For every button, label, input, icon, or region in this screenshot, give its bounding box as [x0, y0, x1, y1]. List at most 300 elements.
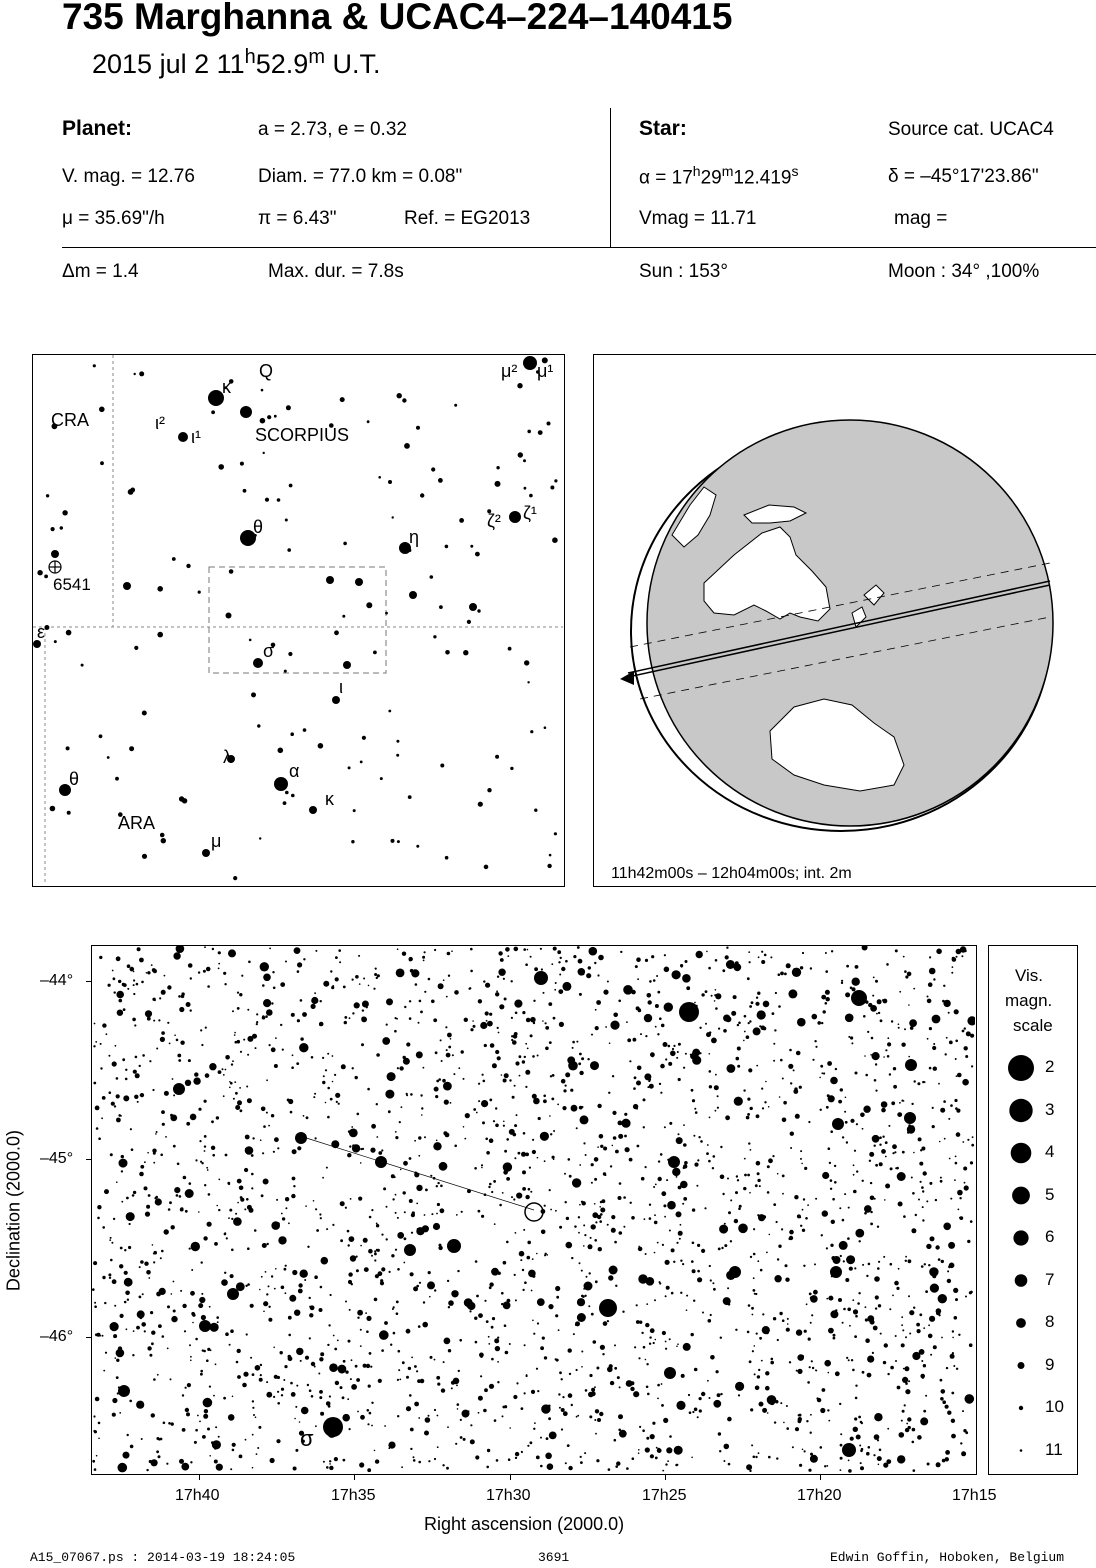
field-star — [654, 1252, 656, 1254]
field-star — [440, 1039, 442, 1041]
field-star — [395, 1136, 398, 1139]
field-star — [744, 1158, 746, 1160]
field-star — [205, 1073, 210, 1078]
field-star — [293, 1467, 297, 1471]
field-star — [783, 1422, 785, 1424]
field-star — [737, 1024, 739, 1026]
field-star — [501, 1292, 504, 1295]
field-star — [485, 983, 490, 988]
planet-vmag: V. mag. = 12.76 — [62, 166, 195, 187]
field-star — [796, 1329, 802, 1335]
field-star — [198, 971, 200, 973]
field-star — [155, 1133, 157, 1135]
field-star — [185, 1387, 187, 1389]
field-star — [901, 1316, 903, 1318]
field-star — [437, 1383, 440, 1386]
greek-label: μ² — [501, 361, 518, 381]
field-star — [812, 1014, 818, 1020]
field-star — [932, 1046, 936, 1050]
field-star — [93, 1082, 96, 1085]
field-star — [368, 1249, 373, 1254]
field-star — [777, 1339, 779, 1341]
field-star — [102, 1096, 106, 1100]
field-star — [259, 1378, 263, 1382]
field-star — [319, 1396, 322, 1399]
field-star — [250, 1357, 252, 1359]
field-star — [699, 1409, 702, 1412]
field-star — [594, 962, 596, 964]
field-star — [800, 1225, 802, 1227]
field-star — [891, 1020, 893, 1022]
field-star — [497, 1361, 499, 1363]
field-star — [947, 1411, 951, 1415]
field-star — [612, 1111, 616, 1115]
field-star — [157, 1374, 159, 1376]
field-star — [566, 1217, 569, 1220]
field-star — [514, 1124, 517, 1127]
field-star — [901, 1343, 905, 1347]
field-star — [252, 1434, 254, 1436]
field-star — [728, 1303, 731, 1306]
field-star — [443, 1131, 447, 1135]
field-star — [393, 1306, 395, 1308]
field-star — [102, 1023, 106, 1027]
field-star — [453, 1073, 455, 1075]
field-star — [200, 1370, 203, 1373]
field-star — [957, 1190, 963, 1196]
field-star — [589, 947, 598, 956]
field-star — [255, 1365, 261, 1371]
field-star — [870, 1005, 877, 1012]
field-star — [697, 1416, 699, 1418]
field-star — [735, 1329, 737, 1331]
field-star — [662, 1331, 666, 1335]
field-star — [850, 1036, 853, 1039]
field-star — [503, 978, 505, 980]
field-star — [743, 1187, 746, 1190]
field-star — [623, 1196, 626, 1199]
field-star — [503, 1121, 505, 1123]
field-star — [431, 1000, 435, 1004]
scale-dot — [1016, 1318, 1026, 1328]
field-star — [439, 1162, 448, 1171]
field-star — [911, 1103, 913, 1105]
field-star — [152, 1089, 154, 1091]
field-star — [830, 1130, 833, 1133]
field-star — [715, 1074, 717, 1076]
field-star — [444, 1100, 449, 1105]
field-star — [318, 1373, 320, 1375]
field-star — [314, 1275, 318, 1279]
field-star — [436, 1213, 438, 1215]
field-star — [428, 1460, 430, 1462]
field-star — [555, 1286, 560, 1291]
field-star — [502, 1415, 504, 1417]
finder-star — [554, 832, 557, 835]
field-star — [815, 1198, 817, 1200]
field-star — [860, 1466, 864, 1470]
field-star — [653, 979, 656, 982]
field-star — [234, 1032, 236, 1034]
field-star — [546, 1437, 549, 1440]
field-star — [473, 1025, 476, 1028]
field-star — [693, 1300, 695, 1302]
field-star — [206, 1167, 208, 1169]
field-star — [486, 1320, 489, 1323]
finder-star — [378, 476, 381, 479]
field-star — [301, 1407, 309, 1415]
field-star — [971, 1144, 974, 1147]
field-star — [907, 1417, 911, 1421]
field-star — [526, 1374, 528, 1376]
field-star — [360, 1162, 362, 1164]
field-star — [923, 1171, 927, 1175]
field-star — [961, 955, 963, 957]
field-star — [514, 1157, 516, 1159]
field-star — [865, 1306, 867, 1308]
field-star — [608, 1367, 610, 1369]
field-star — [908, 1259, 912, 1263]
field-star — [708, 1160, 711, 1163]
field-star — [145, 1212, 150, 1217]
field-star — [481, 1167, 483, 1169]
finder-star — [508, 647, 512, 651]
ra-tick: 17h30 — [486, 1487, 531, 1504]
field-star — [292, 1177, 296, 1181]
finder-star — [544, 726, 547, 729]
field-star — [306, 1116, 309, 1119]
field-star — [904, 970, 907, 973]
field-star — [607, 1224, 609, 1226]
field-star — [459, 1339, 462, 1342]
field-star — [952, 1337, 954, 1339]
field-star — [185, 1080, 191, 1086]
field-star — [657, 991, 660, 994]
field-star — [653, 1342, 655, 1344]
field-star — [926, 1200, 928, 1202]
field-star — [802, 952, 804, 954]
field-star — [835, 1309, 837, 1311]
field-star — [142, 1054, 145, 1057]
field-star — [542, 1020, 544, 1022]
finder-star — [438, 478, 443, 483]
scale-label: 8 — [1045, 1312, 1055, 1331]
field-star — [470, 970, 473, 973]
field-star — [748, 1304, 751, 1307]
field-star — [494, 1419, 497, 1422]
field-star — [168, 1208, 171, 1211]
field-star — [524, 1344, 526, 1346]
field-star — [144, 1330, 146, 1332]
field-star — [327, 1344, 329, 1346]
field-star — [597, 1146, 599, 1148]
field-star — [814, 1040, 816, 1042]
field-star — [544, 1205, 546, 1207]
field-star — [401, 1106, 403, 1108]
field-star — [209, 1386, 211, 1388]
field-star — [875, 1295, 879, 1299]
field-star — [599, 1134, 604, 1139]
field-star — [320, 1352, 324, 1356]
field-star — [833, 1334, 836, 1337]
field-star — [357, 1411, 359, 1413]
finder-star — [470, 545, 473, 548]
finder-star — [51, 527, 55, 531]
field-star — [530, 1017, 536, 1023]
field-star — [568, 1158, 571, 1161]
field-star — [668, 1156, 680, 1168]
field-star — [347, 1398, 349, 1400]
field-star — [182, 1394, 184, 1396]
field-star — [964, 1027, 966, 1029]
field-star — [578, 968, 586, 976]
field-star — [614, 1241, 617, 1244]
field-star — [410, 1428, 414, 1432]
field-star — [481, 1164, 483, 1166]
field-star — [527, 1048, 529, 1050]
field-star — [233, 1098, 235, 1100]
field-star — [899, 1102, 901, 1104]
field-star — [153, 1378, 156, 1381]
field-star — [842, 1443, 856, 1457]
field-star — [102, 1335, 104, 1337]
field-star — [797, 1018, 806, 1027]
field-star — [385, 1332, 388, 1335]
field-star — [423, 1067, 425, 1069]
field-star — [190, 1114, 197, 1121]
field-star — [591, 1163, 594, 1166]
field-star — [270, 1458, 275, 1463]
field-star — [782, 1193, 784, 1195]
field-star — [502, 1192, 504, 1194]
field-star — [597, 1418, 601, 1422]
field-star — [647, 993, 652, 998]
field-star — [223, 1074, 225, 1076]
field-star — [94, 1430, 97, 1433]
field-star — [495, 1346, 500, 1351]
field-star — [394, 1030, 397, 1033]
field-star — [810, 1455, 818, 1463]
field-star — [563, 1411, 568, 1416]
field-star — [820, 1446, 823, 1449]
field-star — [577, 1313, 586, 1322]
field-star — [666, 1447, 672, 1453]
star-source: Source cat. UCAC4 — [888, 119, 1054, 140]
field-star — [696, 1005, 698, 1007]
field-star — [451, 1290, 458, 1297]
footer-number: 3691 — [538, 1550, 570, 1565]
field-star — [118, 1463, 128, 1473]
greek-label: θ — [69, 769, 80, 789]
field-star — [507, 955, 509, 957]
field-star — [136, 983, 139, 986]
field-star — [227, 1182, 230, 1185]
field-star — [924, 1263, 926, 1265]
field-star — [812, 1059, 814, 1061]
field-star — [681, 1374, 685, 1378]
finder-star — [284, 670, 287, 673]
field-star — [789, 1361, 791, 1363]
field-star — [753, 1228, 755, 1230]
field-star — [664, 1003, 673, 1012]
field-star — [881, 1101, 888, 1108]
field-star — [320, 1217, 322, 1219]
field-star — [338, 1103, 340, 1105]
field-star — [244, 1168, 248, 1172]
field-star — [266, 1079, 268, 1081]
field-star — [135, 1073, 140, 1078]
field-star — [498, 969, 505, 976]
field-star — [96, 1455, 98, 1457]
field-star — [771, 1358, 774, 1361]
field-star — [694, 1163, 698, 1167]
field-star — [249, 1208, 254, 1213]
field-star — [883, 999, 888, 1004]
field-star — [489, 1099, 492, 1102]
field-star — [782, 1175, 785, 1178]
info-divider-horizontal — [62, 247, 1096, 248]
field-star — [319, 1022, 324, 1027]
field-star — [506, 1241, 509, 1244]
field-star — [503, 1170, 508, 1175]
field-star — [371, 1402, 373, 1404]
field-star — [321, 1257, 329, 1265]
field-star — [756, 1065, 758, 1067]
event-moon: Moon : 34° ,100% — [888, 261, 1040, 282]
field-star — [478, 1210, 481, 1213]
field-star — [151, 1413, 155, 1417]
field-star — [501, 1074, 503, 1076]
field-star — [865, 1338, 870, 1343]
field-star — [402, 1361, 405, 1364]
field-star — [276, 1199, 278, 1201]
field-star — [744, 1015, 747, 1018]
field-star — [414, 1402, 419, 1407]
field-star — [766, 1252, 768, 1254]
field-star — [504, 998, 507, 1001]
field-star — [919, 1313, 922, 1316]
field-star — [558, 1393, 560, 1395]
field-star — [773, 1043, 775, 1045]
field-star — [799, 1216, 801, 1218]
field-star — [158, 1455, 161, 1458]
field-star — [108, 1273, 111, 1276]
field-star — [523, 1132, 526, 1135]
field-star — [266, 1381, 268, 1383]
field-star — [590, 1237, 592, 1239]
field-star — [860, 1450, 863, 1453]
field-star — [297, 1019, 300, 1022]
field-star — [275, 1268, 277, 1270]
dec-tick: –45° — [40, 1150, 74, 1167]
field-star — [591, 1224, 596, 1229]
field-star — [905, 1256, 907, 1258]
field-star — [600, 1345, 605, 1350]
field-star — [474, 1317, 477, 1320]
finder-star — [360, 761, 363, 764]
field-star — [646, 1386, 649, 1389]
field-star — [646, 1303, 648, 1305]
field-star — [925, 1290, 928, 1293]
field-star — [169, 1043, 171, 1045]
field-star — [543, 1099, 547, 1103]
field-star — [663, 1204, 666, 1207]
field-star — [581, 1201, 583, 1203]
field-star — [190, 1360, 192, 1362]
field-star — [964, 1046, 968, 1050]
field-star — [137, 947, 141, 951]
scale-dot — [1018, 1362, 1025, 1369]
field-star — [436, 1376, 440, 1380]
field-star — [665, 1463, 667, 1465]
field-star — [536, 1253, 538, 1255]
field-star — [201, 1261, 203, 1263]
field-star — [334, 1074, 336, 1076]
field-star — [255, 1416, 257, 1418]
field-star — [158, 1324, 162, 1328]
finder-star — [547, 864, 551, 868]
field-star — [371, 1425, 373, 1427]
field-star — [434, 1458, 436, 1460]
field-star — [879, 1449, 882, 1452]
field-star — [522, 1011, 525, 1014]
field-star — [404, 1244, 416, 1256]
field-star — [872, 1352, 874, 1354]
field-star — [347, 1230, 350, 1233]
field-star — [228, 1217, 230, 1219]
field-star — [271, 1002, 273, 1004]
field-star — [912, 1441, 915, 1444]
field-star — [292, 1149, 297, 1154]
field-star — [311, 1395, 314, 1398]
field-star — [150, 1311, 153, 1314]
field-star — [489, 1183, 492, 1186]
field-star — [874, 1276, 880, 1282]
field-star — [552, 1074, 555, 1077]
field-star — [431, 1213, 433, 1215]
finder-star — [326, 576, 334, 584]
field-star — [360, 1148, 362, 1150]
field-star — [281, 1213, 283, 1215]
field-star — [161, 1250, 164, 1253]
field-star — [216, 1116, 219, 1119]
field-star — [767, 1165, 770, 1168]
field-star — [294, 1310, 300, 1316]
field-star — [709, 1397, 711, 1399]
field-star — [230, 1274, 234, 1278]
field-star — [523, 948, 526, 951]
finder-star — [287, 548, 291, 552]
field-star — [348, 1130, 351, 1133]
finder-star — [343, 661, 351, 669]
field-star — [376, 1103, 378, 1105]
field-star — [790, 1132, 794, 1136]
field-star — [406, 1406, 411, 1411]
field-star — [709, 1053, 711, 1055]
field-star — [547, 1254, 549, 1256]
field-star — [349, 1145, 351, 1147]
field-star — [562, 982, 571, 991]
field-star — [833, 1337, 836, 1340]
field-star — [597, 1104, 601, 1108]
field-star — [804, 1450, 806, 1452]
field-star — [553, 1159, 555, 1161]
field-star — [845, 1121, 848, 1124]
field-star — [943, 1000, 950, 1007]
field-star — [237, 1202, 239, 1204]
field-star — [94, 1023, 96, 1025]
field-star — [271, 1275, 273, 1277]
